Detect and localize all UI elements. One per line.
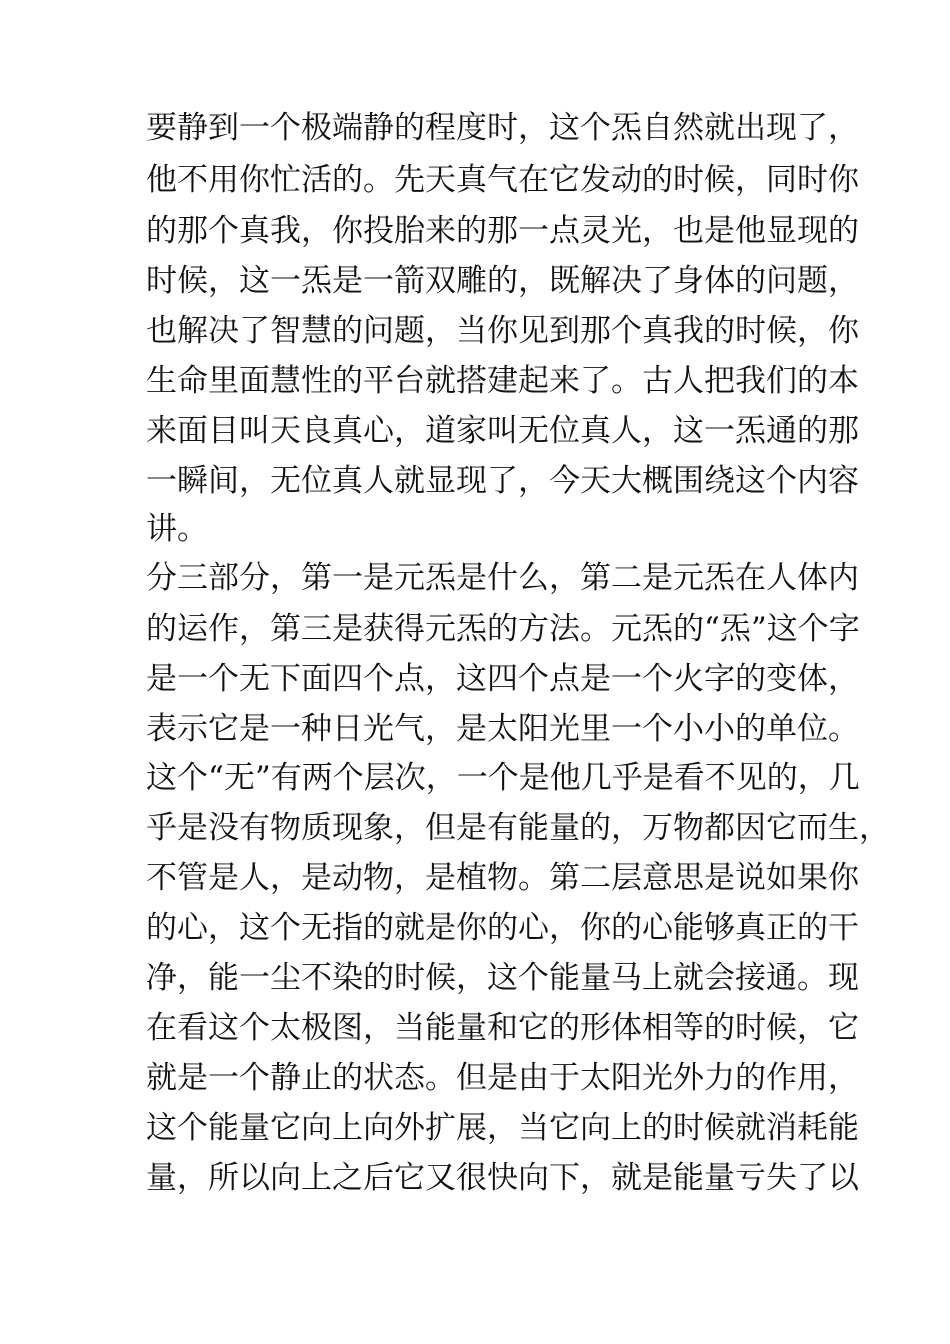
text-line: 他不用你忙活的。先天真气在它发动的时候，同时你	[146, 162, 859, 198]
text-line: 的运作，第三是获得元炁的方法。元炁的“炁”这个字	[146, 611, 860, 647]
text-line: 就是一个静止的状态。但是由于太阳光外力的作用，	[146, 1060, 859, 1096]
text-line: 分三部分，第一是元炁是什么，第二是元炁在人体内	[146, 560, 859, 596]
text-line: 净，能一尘不染的时候，这个能量马上就会接通。现	[146, 960, 859, 996]
text-line: 也解决了智慧的问题，当你见到那个真我的时候，你	[146, 313, 859, 349]
text-line: 表示它是一种日光气，是太阳光里一个小小的单位。	[146, 711, 859, 747]
text-line: 这个能量它向上向外扩展，当它向上的时候就消耗能	[146, 1110, 859, 1146]
text-line: 量，所以向上之后它又很快向下，就是能量亏失了以	[146, 1160, 859, 1196]
text-line: 的那个真我，你投胎来的那一点灵光，也是他显现的	[146, 213, 859, 249]
text-line: 讲。	[146, 511, 208, 547]
text-line: 在看这个太极图，当能量和它的形体相等的时候，它	[146, 1010, 859, 1046]
text-line: 不管是人，是动物，是植物。第二层意思是说如果你	[146, 860, 859, 896]
text-line: 的心，这个无指的就是你的心，你的心能够真正的干	[146, 910, 859, 946]
text-line: 时候，这一炁是一箭双雕的，既解决了身体的问题，	[146, 263, 859, 299]
text-line: 是一个无下面四个点，这四个点是一个火字的变体，	[146, 661, 859, 697]
text-line: 一瞬间，无位真人就显现了，今天大概围绕这个内容	[146, 463, 859, 499]
text-line: 要静到一个极端静的程度时，这个炁自然就出现了，	[146, 110, 859, 146]
text-line: 生命里面慧性的平台就搭建起来了。古人把我们的本	[146, 363, 859, 399]
text-line: 来面目叫天良真心，道家叫无位真人，这一炁通的那	[146, 413, 859, 449]
text-line: 乎是没有物质现象，但是有能量的，万物都因它而生，	[146, 810, 890, 846]
text-line: 这个“无”有两个层次，一个是他几乎是看不见的，几	[146, 760, 860, 796]
